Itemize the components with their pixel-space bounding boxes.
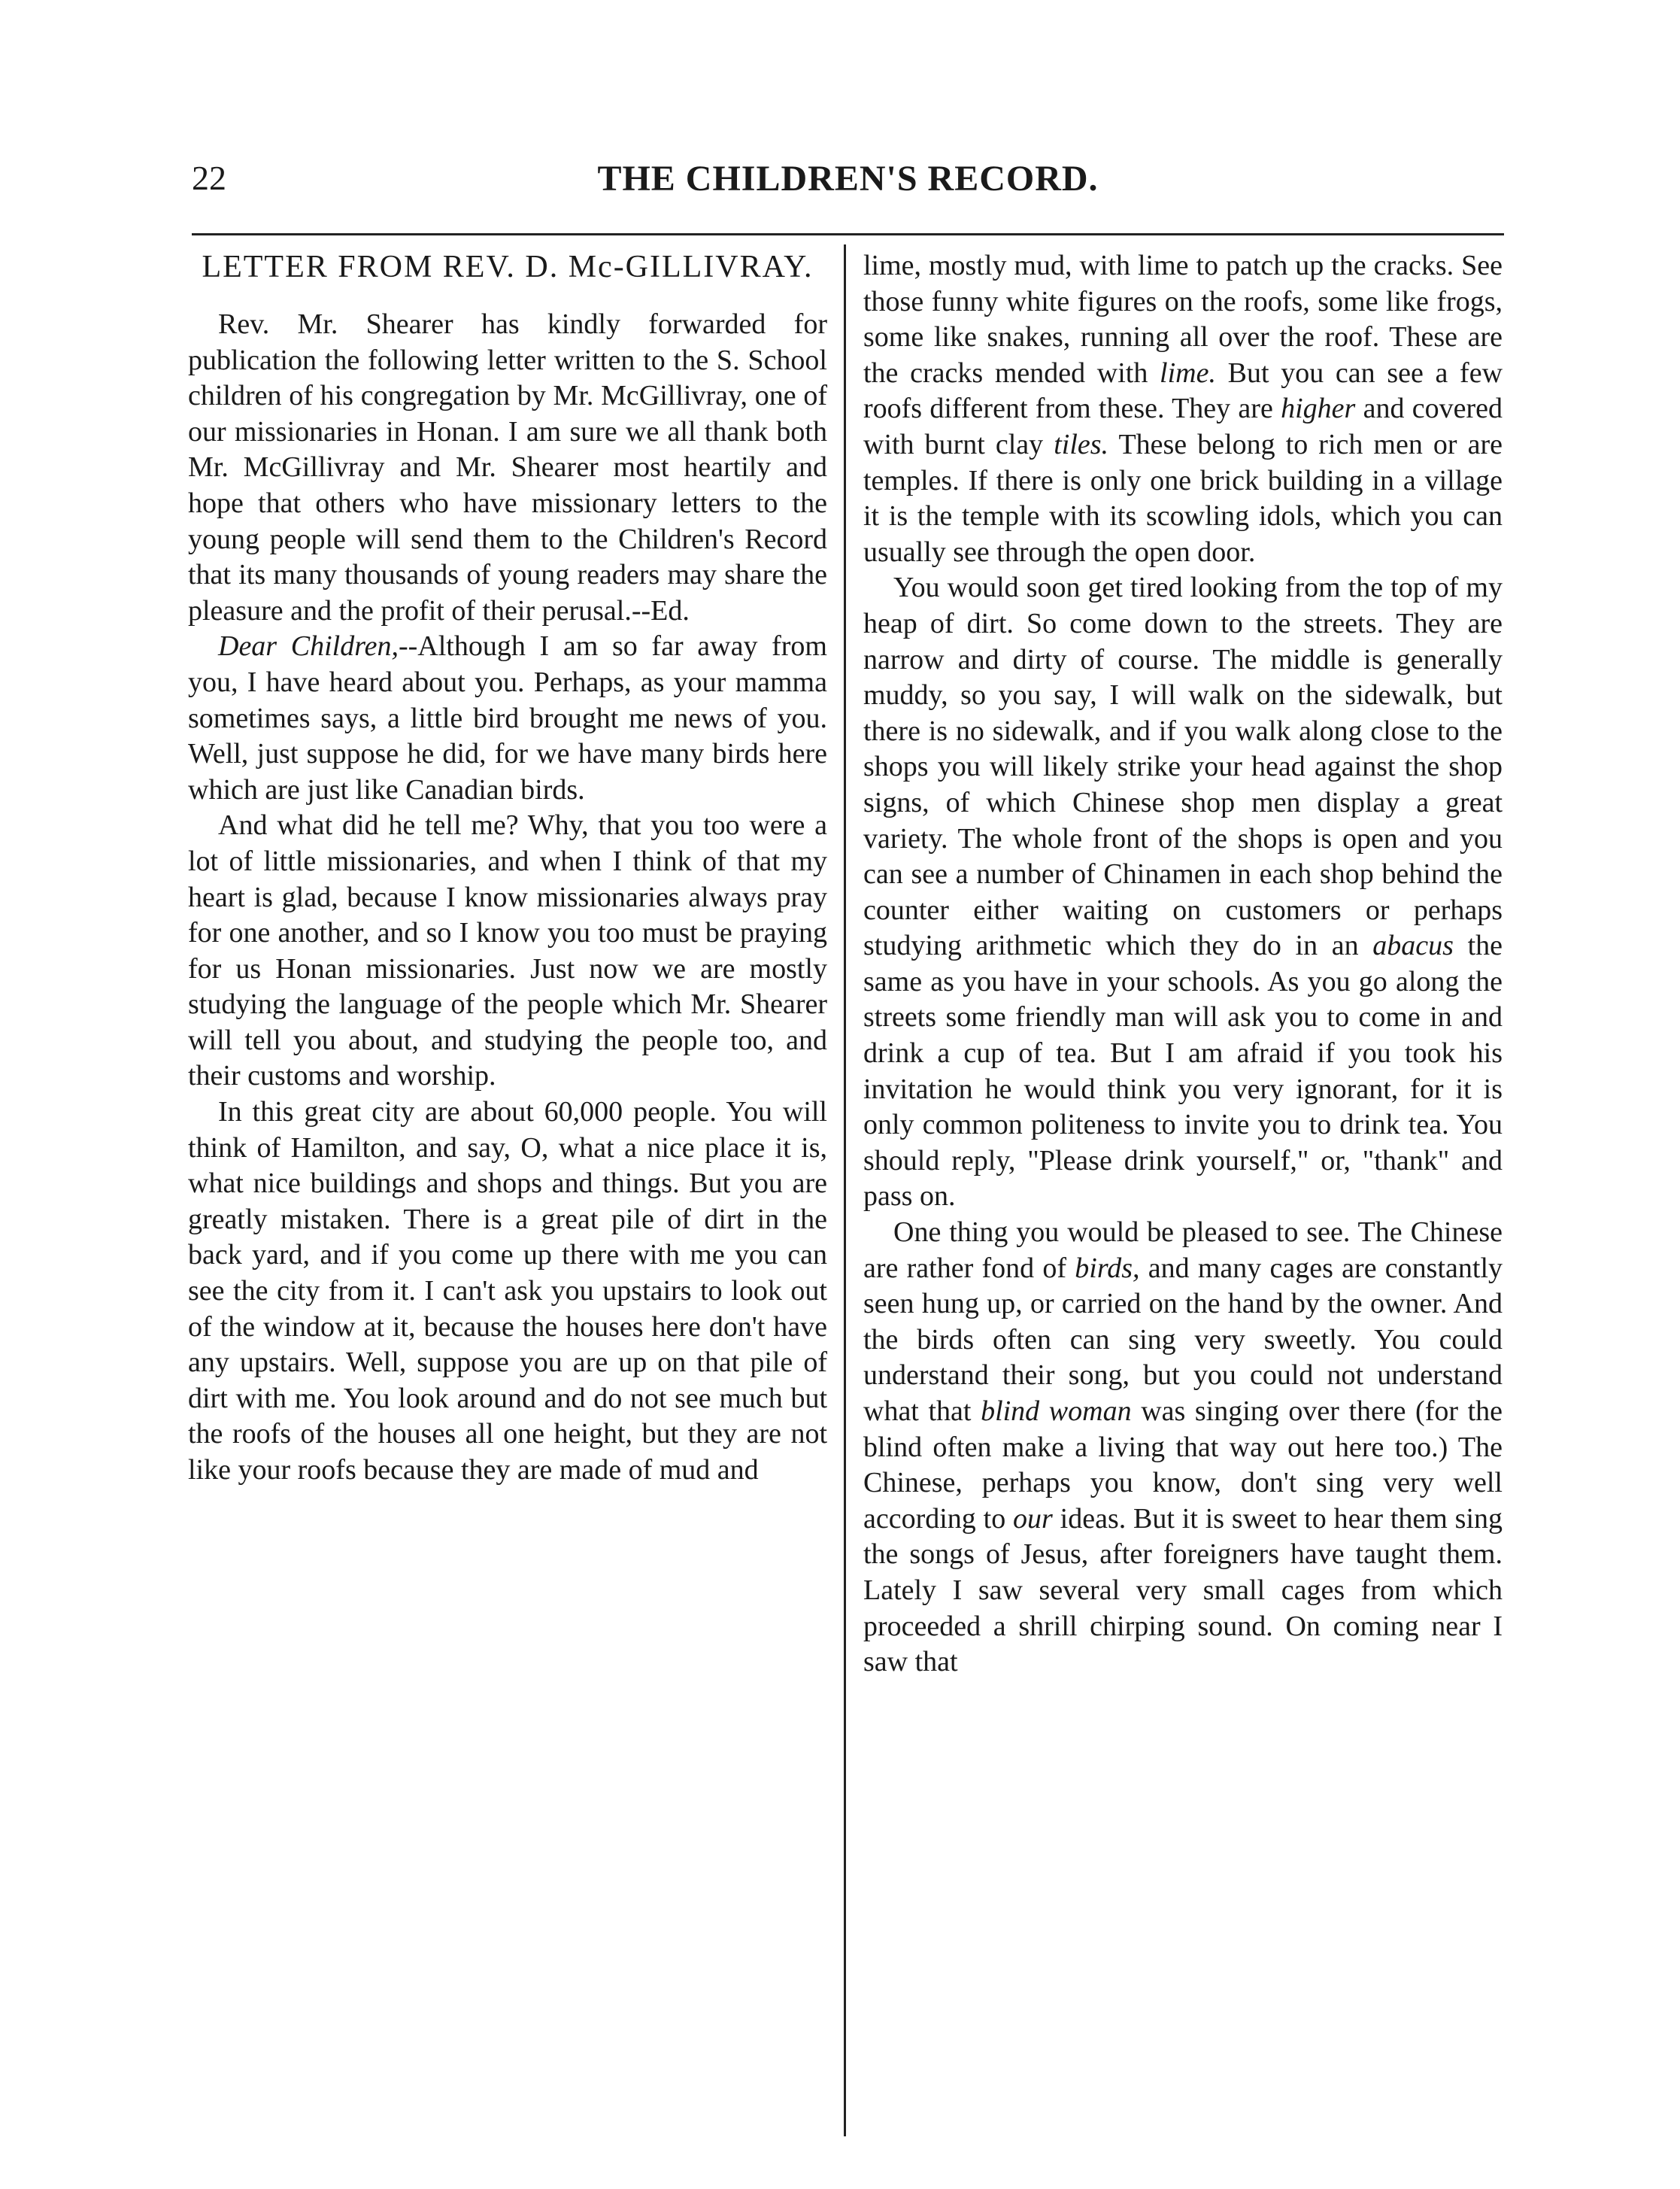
paragraph-text: the same as you have in your schools. As you go along the streets some friendly man will ask you to come in and drink a cup of tea. But I am afraid if you took his invitation he would think you very ignorant, for it is only common politeness to invite you to drink tea. You should reply, "Please drink yourself," or, "thank" and pass on. — [863, 930, 1503, 1213]
left-column — [188, 248, 827, 1489]
letter-paragraph-3-continued — [863, 248, 1503, 570]
paragraph-text: You would soon get tired looking from the top of my heap of dirt. So come down to the streets. They are narrow and dirty of course. The middle is generally muddy, so you say, I will walk on the sidewalk, but there is no sidewalk, and if you walk along close to the shops you will likely strike your head against the shop signs, of which Chinese shop men display a great variety. The whole front of the shops is open and you can see a number of Chinamen in each shop behind the counter either waiting on customers or perhaps studying arithmetic which they do in an — [863, 572, 1503, 962]
paragraph-text: lime, mostly mud, with lime to patch up the cracks. See those funny white figures on the roofs, some like frogs, some like snakes, running all over the roof. These are the cracks mended with — [863, 250, 1503, 389]
article-title: LETTER FROM REV. D. Mc-GILLIVRAY. — [202, 250, 814, 284]
page-header — [192, 158, 1504, 218]
letter-paragraph-2: And what did he tell me? Why, that you too were a lot of little missionaries, and when I think of that my heart is glad, because I know missionaries always pray for one another, and so I know you too must be praying for us Honan missionaries. Just now we are mostly studying the language of the people which Mr. Shearer will tell you about, and studying the people too, and their customs and worship. — [188, 809, 827, 1092]
paragraph-text: and covered with burnt clay — [863, 393, 1503, 460]
paragraph-text: One thing you would be pleased to see. The Chinese are rather fond of — [863, 1216, 1503, 1284]
header-rule — [192, 233, 1504, 235]
emphasis-text: higher — [1281, 393, 1356, 425]
emphasis-text: birds, — [1075, 1252, 1140, 1284]
letter-paragraph-1 — [188, 629, 827, 808]
letter-paragraph-4 — [863, 570, 1503, 1215]
emphasis-text: blind woman — [981, 1395, 1132, 1427]
emphasis-text: abacus — [1372, 930, 1454, 962]
page-number: 22 — [192, 159, 226, 197]
right-column — [863, 248, 1503, 1680]
letter-paragraph-5 — [863, 1215, 1503, 1680]
letter-paragraph-3: In this great city are about 60,000 people. You will think of Hamilton, and say, O, what a nice place it is, what nice buildings and shops and things. But you are greatly mistaken. There is a great pile of dirt in the back yard, and if you come up there with me you can see the city from it. I can't ask you upstairs to look out of the window at it, because the houses here don't have any upstairs. Well, suppose you are up on that pile of dirt with me. You look around and do not see much but the roofs of the houses all one height, but they are not like your roofs because they are made of mud and — [188, 1096, 827, 1486]
column-divider — [844, 244, 846, 2136]
paragraph-text: But you can see a few roofs different from these. They are — [863, 357, 1503, 425]
emphasis-text: our — [1013, 1502, 1053, 1535]
salutation: Dear Children, — [218, 630, 399, 663]
running-title: THE CHILDREN'S RECORD. — [597, 159, 1099, 199]
paragraph-text: --Although I am so far away from you, I have heard about you. Perhaps, as your mamma sometimes says, a little bird brought me news of you. Well, just suppose he did, for we have many birds here which are just like Canadian birds. — [188, 630, 827, 806]
paragraph-text: These belong to rich men or are temples. If there is only one brick building in a village it is the temple with its scowling idols, which you can usually see through the open door. — [863, 428, 1503, 568]
emphasis-text: lime. — [1160, 357, 1216, 389]
paragraph-text: and many cages are constantly seen hung up, or carried on the hand by the owner. And the birds often can sing very sweetly. You could understand their song, but you could not understand what that — [863, 1252, 1503, 1427]
editor-intro: Rev. Mr. Shearer has kindly forwarded for publication the following letter written to the S. School children of his congregation by Mr. McGillivray, one of our missionaries in Honan. I am sure we all thank both Mr. McGillivray and Mr. Shearer most heartily and hope that others who have missionary letters to the young people will send them to the Children's Record that its many thousands of young readers may share the pleasure and the profit of their perusal.--Ed. — [188, 308, 827, 627]
paragraph-text: ideas. But it is sweet to hear them sing the songs of Jesus, after foreigners have taught them. Lately I saw several very small cages from which proceeded a shrill chirping sound. On coming near I saw that — [863, 1502, 1503, 1678]
emphasis-text: tiles. — [1054, 428, 1109, 460]
paragraph-text: was singing over there (for the blind often make a living that way out here too.) The Chinese, perhaps you know, don't sing very well according to — [863, 1395, 1503, 1535]
